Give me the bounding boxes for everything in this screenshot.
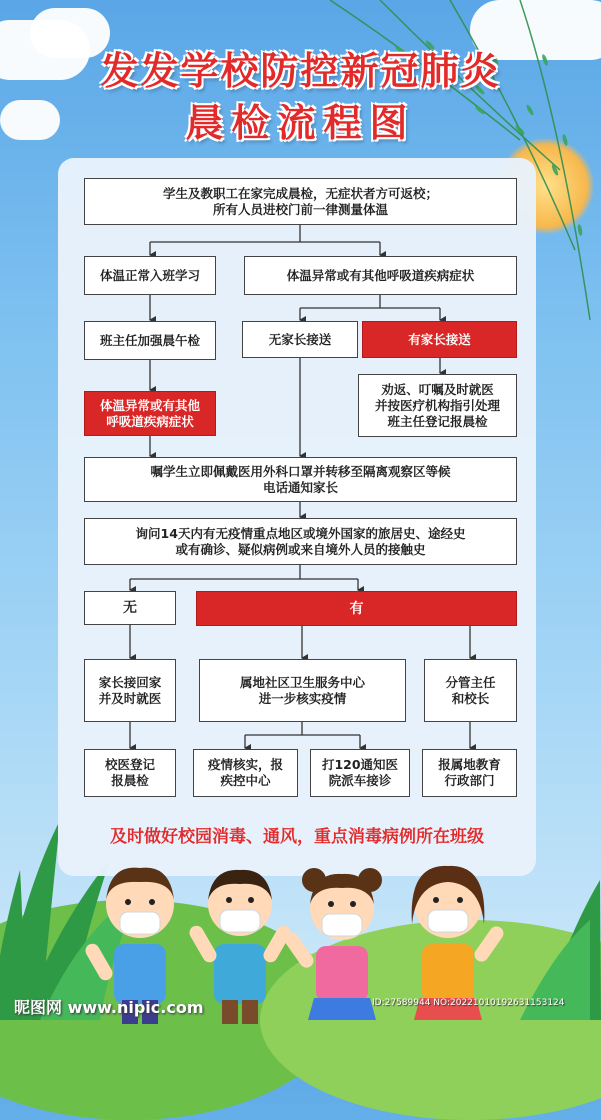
node-inquire: 询问14天内有无疫情重点地区或境外国家的旅居史、途经史 或有确诊、疑似病例或来自境外人员的接触史 [84,518,517,565]
node-yes: 有 [196,591,517,626]
node-cdc: 疫情核实，报 疾控中心 [193,749,298,797]
node-start: 学生及教职工在家完成晨检，无症状者方可返校； 所有人员进校门前一律测量体温 [84,178,517,225]
node-noon-abnormal: 体温异常或有其他 呼吸道疾病症状 [84,391,216,436]
node-school-doctor: 校医登记 报晨检 [84,749,176,797]
node-noon-check: 班主任加强晨午检 [84,321,216,360]
node-temp-normal: 体温正常入班学习 [84,256,216,295]
node-has-parent: 有家长接送 [362,321,517,358]
node-advise: 劝返、叮嘱及时就医 并按医疗机构指引处理 班主任登记报晨检 [358,374,517,437]
node-no: 无 [84,591,176,625]
page-title: 发发学校防控新冠肺炎 [100,49,501,93]
node-community: 属地社区卫生服务中心 进一步核实疫情 [199,659,406,722]
node-no-parent: 无家长接送 [242,321,358,358]
node-principal: 分管主任 和校长 [424,659,517,722]
page-subtitle: 晨检流程图 [185,101,416,145]
node-edu-dept: 报属地教育 行政部门 [422,749,517,797]
node-call-120: 打120通知医 院派车接诊 [310,749,410,797]
watermark-right: ID:27589944 NO:20221010192631153124 [372,998,565,1008]
footer-text: 及时做好校园消毒、通风，重点消毒病例所在班级 [110,827,484,847]
watermark-left: 昵图网 www.nipic.com [14,998,204,1017]
node-parent-pickup: 家长接回家 并及时就医 [84,659,176,722]
node-isolate: 嘱学生立即佩戴医用外科口罩并转移至隔离观察区等候 电话通知家长 [84,457,517,502]
node-temp-abnormal: 体温异常或有其他呼吸道疾病症状 [244,256,517,295]
